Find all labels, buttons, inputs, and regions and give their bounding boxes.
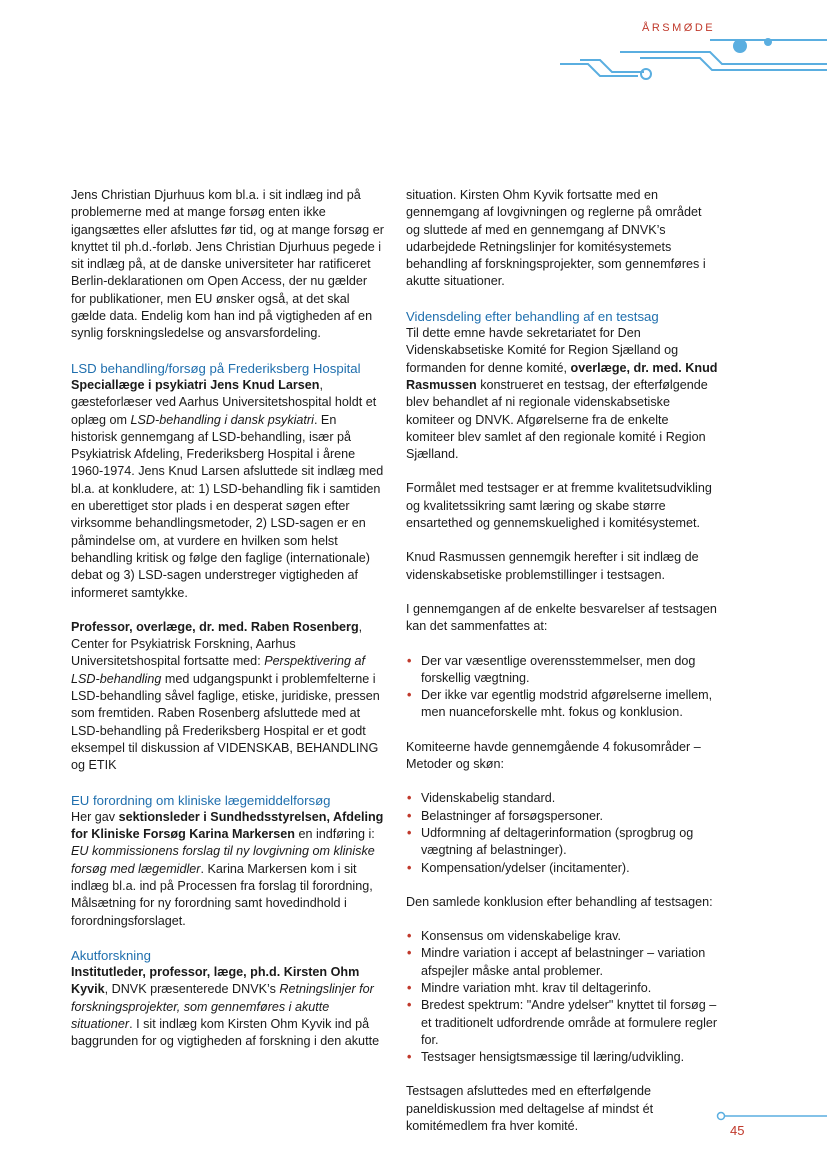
- left-column: [71, 187, 385, 1068]
- list-item: • Der var væsentlige overensstemmelser, men dog forskellig vægtning.: [406, 653, 718, 688]
- speaker-name: Professor, overlæge, dr. med. Raben Rosenberg: [71, 619, 359, 634]
- bullet-list: [406, 653, 718, 722]
- text: , gæsteforlæser ved Aarhus Universitetshospital holdt et oplæg om: [71, 377, 377, 427]
- list-item: • Bredest spektrum: "Andre ydelser" knyttet til forsøg – et traditionelt udfordrende område at formulere regler for.: [406, 997, 718, 1049]
- paragraph: [406, 325, 718, 463]
- circuit-decoration-icon: [560, 30, 827, 85]
- paragraph: [71, 809, 385, 930]
- paragraph: Testsagen afsluttedes med en efterfølgende paneldiskussion med deltagelse af mindst ét komitémedlem fra hver komité.: [406, 1084, 654, 1134]
- text: . I sit indlæg kom Kirsten Ohm Kyvik ind på baggrunden for og vigtigheden af forskning i den akutte: [71, 1017, 380, 1049]
- heading-akut: Akutforskning: [71, 947, 151, 963]
- paragraph: Formålet med testsager er at fremme kvalitetsudvikling og kvalitetssikring samt læring og skabe større ensartethed og gennemskuelighed i komitésystemet.: [406, 481, 712, 531]
- heading-vidensdeling: Vidensdeling efter behandling af en testsag: [406, 308, 659, 324]
- heading-lsd: LSD behandling/forsøg på Frederiksberg Hospital: [71, 360, 361, 376]
- list-item: • Videnskabelig standard.: [406, 790, 718, 807]
- list-item: • Kompensation/ydelser (incitamenter).: [406, 860, 718, 877]
- paragraph: situation. Kirsten Ohm Kyvik fortsatte med en gennemgang af lovgivningen og reglerne på området og sluttede af med en gennemgang af DNVK’s udarbejdede Retningslinjer for komitésystemets behandling af forskningsprojekter, som gennemføres i akutte situationer.: [406, 188, 706, 289]
- paragraph: Knud Rasmussen gennemgik herefter i sit indlæg de videnskabsetiske problemstillinger i testsagen.: [406, 550, 699, 582]
- text: med udgangspunkt i problemfelterne i LSD-behandling såvel faglige, etiske, juridiske, pressen som fremtiden. Raben Rosenberg afsluttede med at LSD-behandling på Frederiksberg Hospital er et godt eksempel til diskussion af VIDENSKAB, BEHANDLING og ETIK: [71, 671, 380, 773]
- list-item: • Udformning af deltagerinformation (sprogbrug og vægtning af belastninger).: [406, 825, 718, 860]
- paragraph: Komiteerne havde gennemgående 4 fokusområder – Metoder og skøn:: [406, 739, 701, 772]
- text: Til dette emne havde sekretariatet for Den Videnskabsetiske Komité for Region Sjælland og formanden for denne komité,: [406, 326, 679, 375]
- paragraph: [71, 377, 385, 602]
- list-item: • Belastninger af forsøgspersoner.: [406, 808, 718, 825]
- text: , DNVK præsenterede DNVK’s: [104, 982, 280, 997]
- talk-title: EU kommissionens forslag til ny lovgivning om kliniske forsøg med lægemidler: [71, 844, 375, 876]
- paragraph: Jens Christian Djurhuus kom bl.a. i sit indlæg ind på problemerne med at mange forsøg enten ikke igangsættes eller afsluttes før tid, og at mange forsøg er knyttet til ph.d.-forløb. Jens Christian Djurhuus pegede i sit indlæg på, at de danske universiteter har ratificeret Berlin-deklarationen om Open Access, der nu gælder for publikationer, men EU ønsker også, at det skal gælde data. Endelig kom han ind på vigtigheden af en synlig forskningsledelse og ansvarsfordeling.: [71, 188, 384, 341]
- paragraph: [71, 964, 385, 1050]
- text: konstrueret en testsag, der efterfølgende blev behandlet af ni regionale videnskabsetiske komiteer og DNVK. Afgørelserne fra de enkelte komiteer blev samlet af den regionale komité i Region Sjælland.: [406, 377, 708, 462]
- right-column: [406, 187, 718, 1152]
- paragraph: [71, 619, 385, 775]
- list-item: • Mindre variation i accept af belastninger – variation afspejler måske antal problemer.: [406, 945, 718, 980]
- section-label: ÅRSMØDE: [642, 22, 716, 34]
- talk-title: LSD-behandling i dansk psykiatri: [130, 412, 314, 427]
- speaker-name: overlæge, dr. med. Knud Rasmussen: [406, 360, 718, 392]
- talk-title: Perspektivering af LSD-behandling: [71, 654, 365, 686]
- speaker-name: Speciallæge i psykiatri Jens Knud Larsen: [71, 377, 320, 392]
- talk-title: Retningslinjer for forskningsprojekter, som gennemføres i akutte situationer: [71, 982, 374, 1032]
- list-item: • Konsensus om videnskabelige krav.: [406, 928, 718, 945]
- speaker-name: Institutleder, professor, læge, ph.d. Kirsten Ohm Kyvik: [71, 965, 360, 997]
- paragraph: I gennemgangen af de enkelte besvarelser af testsagen kan det sammenfattes at:: [406, 601, 717, 634]
- text: Her gav: [71, 809, 119, 824]
- list-item: • Der ikke var egentlig modstrid afgørelserne imellem, men nuanceforskelle mht. fokus og konklusion.: [406, 687, 718, 722]
- list-item: • Testsager hensigtsmæssige til læring/udvikling.: [406, 1049, 718, 1066]
- heading-eu: EU forordning om kliniske lægemiddelforsøg: [71, 792, 331, 808]
- bullet-list: [406, 790, 718, 876]
- text: , Center for Psykiatrisk Forskning, Aarhus Universitetshospital fortsatte med:: [71, 619, 363, 669]
- list-item: • Mindre variation mht. krav til deltagerinfo.: [406, 980, 718, 997]
- text: . Karina Markersen kom i sit indlæg bl.a. ind på Processen fra forslag til forordning, Målsætning for ny forordning samt hovedindhold i forordningsforslaget.: [71, 861, 373, 928]
- text: en indføring i:: [294, 827, 375, 842]
- paragraph: Den samlede konklusion efter behandling af testsagen:: [406, 894, 713, 909]
- page-number: 45: [730, 1123, 745, 1138]
- text: . En historisk gennemgang af LSD-behandling, især på Psykiatrisk Afdeling, Frederiksberg Hospital i årene 1960-1974. Jens Knud Larsen afsluttede sit indlæg med bl.a. at konkludere, at: 1) LSD-behandling fik i samtiden en uberettiget stor plads i en desperat søgen efter virksomme behandlingsmetoder, 2) LSD-sagen er en påmindelse om, at vurdere en hvilken som helst behandling kritisk og følge den faglige (internationale) debat og 3) LSD-sagen understreger vigtigheden af informeret samtykke.: [71, 412, 384, 600]
- speaker-name: sektionsleder i Sundhedsstyrelsen, Afdeling for Kliniske Forsøg Karina Markersen: [71, 809, 384, 842]
- bullet-list: [406, 928, 718, 1066]
